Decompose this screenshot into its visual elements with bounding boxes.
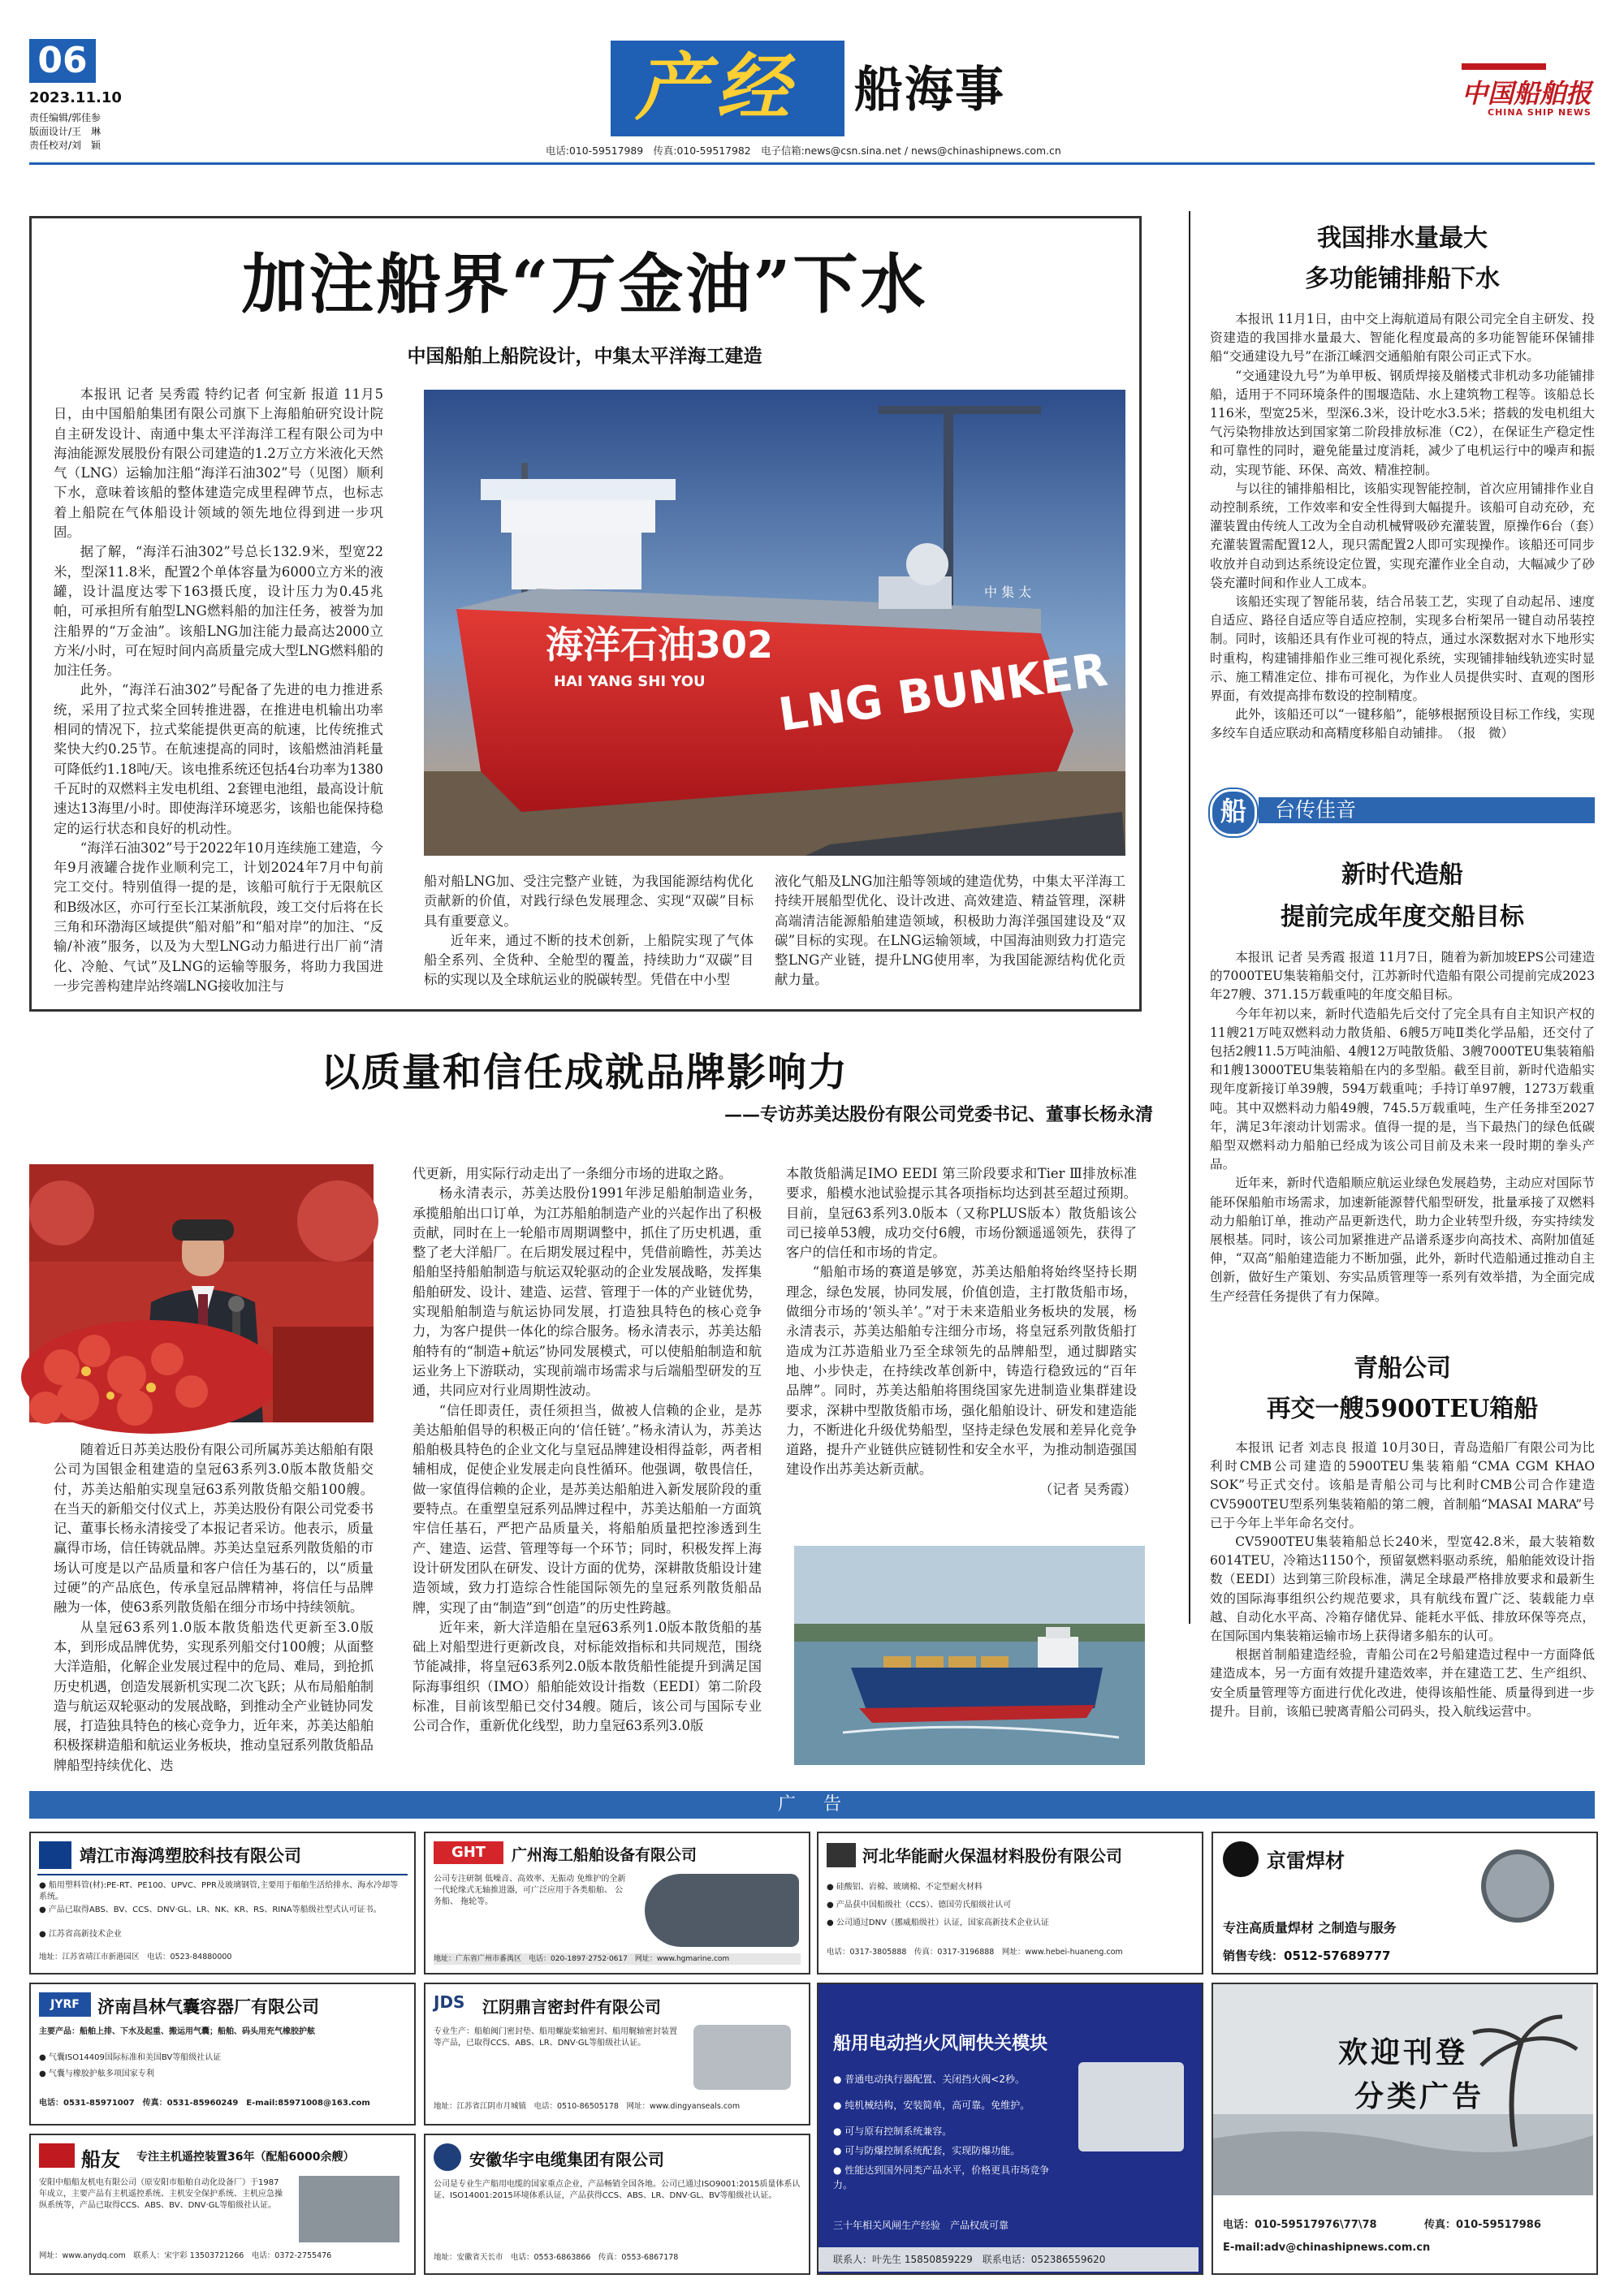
ad-chuanyou-subtitle: 专注主机遥控装置36年（配船6000余艘） <box>136 2151 355 2164</box>
sidebar1-p4: 该船还实现了智能吊装，结合吊装工艺，实现了自动起吊、速度自适应、路径自适应等自适应控制，实现多台桁架吊一键自动吊装控制。同时，该船还具有作业可视的特点，通过水深数据对水下地形实时重构，构建铺排船作业三维可视化系统，实现铺排轴线轨迹实时显示、施工精准定位、排布可视化，为作业人员提供实时、直观的图形界面，有效提高排布数设的控制精度。 <box>1210 594 1595 704</box>
ad-damper-footer: 三十年相关风闸生产经验 产品权成可靠 <box>833 2220 1009 2231</box>
article1-photo-lng-ship <box>424 390 1125 856</box>
article2-col2-p1: 代更新，用实际行动走出了一条细分市场的进取之路。 <box>412 1166 732 1181</box>
ad-changlin <box>29 1983 416 2126</box>
ad-jinglei-title: 京雷焊材 <box>1267 1849 1345 1872</box>
ad-chuanyou-panel-icon <box>299 2176 400 2242</box>
ad-jinglei-slogan: 专注高质量焊材 之制造与服务 <box>1223 1920 1397 1936</box>
article2-col3-p2: “船舶市场的赛道是够宽，苏美达船舶将始终坚持长期理念，绿色发展，协同发展，价值创造，主打散货船市场，做细分市场的‘领头羊’。”对于未来造船业务板块的发展，杨永清表示，苏美达船舶专注细分市场，将皇冠系列散货船打造成为江苏造船业乃至全球领先的品牌船型，通过脚踏实地、小步快走，在持续改革创新中，铸造行稳致远的“百年品牌”。同时，苏美达船舶将围绕国家先进制造业集群建设要求，深耕中型散货船市场，强化船舶设计、研发和建造能力，不断进化升级优势船型，坚持走绿色发展和差异化竞争道路，提升产业链供应链韧性和安全水平，为推动制造强国建设作出苏美达新贡献。 <box>786 1264 1137 1478</box>
ad-jinglei-logo-icon <box>1223 1841 1259 1877</box>
section-logo: 产经 <box>635 45 797 131</box>
ad-haigong-thruster-icon <box>645 1874 799 1947</box>
ad-damper-line1: ● 普通电动执行器配置、关闭挡火阀<2秒。 <box>833 2074 1025 2085</box>
column-banner <box>1210 794 1595 826</box>
ad-changlin-line3: ● 气囊与橡胶护舷多项国家专利 <box>39 2069 154 2078</box>
ad-haihong-line3: ● 江苏省高新技术企业 <box>39 1930 122 1939</box>
sidebar2-title-line1: 新时代造船 <box>1341 861 1463 889</box>
ad-damper-product-icon <box>1078 2062 1184 2151</box>
ad-dingyan-logo-icon: JDS <box>434 1992 465 2012</box>
article1-subtitle: 中国船舶上船院设计，中集太平洋海工建造 <box>407 345 762 367</box>
ads-band: 广 告 <box>29 1791 1595 1819</box>
sidebar1-body <box>1210 310 1595 783</box>
ad-haihong-rule <box>37 1874 408 1875</box>
editor-line-3: 责任校对/刘 颖 <box>29 140 102 151</box>
article2-col2-p3: “信任即责任，责任须担当，做被人信赖的企业，是苏美达船舶倡导的积极正向的‘信任链’。”杨永清认为，苏美达船舶极具特色的企业文化与皇冠品牌建设相得益彰，两者相辅相成，促使企业发展走向良性循环。他强调，敬畏信任，做一家值得信赖的企业，是苏美达船舶进入新发展阶段的重要特点。在重塑皇冠系列品牌过程中，苏美达船舶一方面筑牢信任基石，严把产品质量关，将船舶质量把控渗透到生产、建造、运营、管理等每一个环节；同时，积极发挥上海设计研发团队在研发、设计方面的优势，深耕散货船设计建造领域，致力打造综合性能国际领先的皇冠系列散货船品牌，实现了由“制造”到“创造”的历史性跨越。 <box>412 1402 762 1616</box>
paper-name: 中国船舶报 <box>1462 78 1592 109</box>
editor-line-2: 版面设计/王 琳 <box>29 126 102 137</box>
ad-haihong <box>29 1832 416 1974</box>
ad-chuanyou-logo-icon <box>39 2143 75 2168</box>
sidebar2-body <box>1210 948 1595 1325</box>
ad-chuanyou <box>29 2134 416 2275</box>
contact-line: 电话:010-59517989 传真:010-59517982 电子信箱:news@csn.sina.net / news@chinashipnews.com.cn <box>546 145 1061 157</box>
article2-col2-p2: 杨永清表示，苏美达股份1991年涉足船舶制造业务，承揽船舶出口订单，为江苏船舶制造产业的兴起作出了积极贡献，同时在上一轮船市周期调整中，抓住了历史机遇，重整了老大洋船厂。在后期发展过程中，凭借前瞻性，苏美达船舶坚持船舶制造与航运双轮驱动的企业发展战略，发挥集船舶研发、设计、建造、运营、管理于一体的产业链优势，实现船舶制造与航运协同发展，打造独具特色的核心竞争力，为客户提供一体化的综合服务。杨永清表示，苏美达船舶特有的“制造+航运”协同发展模式，可以使船舶制造和航运业务上下游联动，实现前端市场需求与后端船型研发的互通，共同应对行业周期性波动。 <box>412 1185 762 1399</box>
sidebar2-p1: 本报讯 记者 吴秀霞 报道 11月7日，随着为新加坡EPS公司建造的7000TEU集装箱船交付，江苏新时代造船有限公司提前完成2023年27艘、371.15万载重吨的年度交船目标。 <box>1210 950 1595 1003</box>
article2-p1: 随着近日苏美达股份有限公司所属苏美达船舶有限公司为国银金租建造的皇冠63系列3.0版本散货船交付，苏美达船舶实现皇冠63系列散货船交船100艘。在当天的新船交付仪式上，苏美达股份有限公司党委书记、董事长杨永清接受了本报记者采访。他表示，质量赢得市场，信任铸就品牌。苏美达皇冠系列散货船的市场认可度是以产品质量和客户信任为基石的，以“质量过硬”的产品底色，传承皇冠品牌精神，将信任与品牌融为一体，使63系列散货船在细分市场中持续领航。 <box>54 1442 374 1616</box>
ad-haigong-contact: 地址：广东省广州市番禺区 电话：020-1897·2752·0617 网址：www.hgmarine.com <box>434 1953 801 1965</box>
article2-photo-portrait <box>29 1164 374 1422</box>
issue-date: 2023.11.10 <box>29 89 122 106</box>
article1-p3: 此外，“海洋石油302”号配备了先进的电力推进系统，采用了拉式桨全回转推进器，在推进电机输出功率相同的情况下，拉式桨能提供更高的航速，比传统推式桨快大约0.25节。在航速提高的同时，该船燃油消耗量可降低约1.18吨/天。该电推系统还包括4台功率为1380千瓦时的双燃料主发电机组、2套锂电池组，最高设计航速达13海里/小时。即使海洋环境恶劣，该船也能保持稳定的运行状态和良好的机动性。 <box>54 682 383 836</box>
ad-chuanyou-line1: 安阳中船船友机电有限公司（原安阳市船舶自动化设备厂）于1987年成立，主要产品有主机遥控系统、主机安全保护系统、主机应急操纵系统等，产品已取得CCS、ABS、BV、DNV·GL等船级社认证。 <box>39 2178 283 2210</box>
article1-title: 加注船界“万金油”下水 <box>241 246 928 322</box>
ad-huaneng-logo-icon <box>827 1843 856 1867</box>
article2-p2: 从皇冠63系列1.0版本散货船迭代更新至3.0版本，到形成品牌优势，实现系列船交付100艘；从面整大洋造船，化解企业发展过程中的危局、难局，到抢抓历史机遇，创造发展新机实现二次飞跃；从布局船舶制造与航运双轮驱动的发展战略，到推动全产业链协同发展，打造独具特色的核心竞争力，近年来，苏美达船舶积极探耕造船和航运业务板块，推动皇冠系列散货船品牌船型持续优化、迭 <box>54 1619 374 1773</box>
lng-ship-illustration <box>424 390 1125 856</box>
sidebar3-p1: 本报讯 记者 刘志良 报道 10月30日，青岛造船厂有限公司为比利时CMB公司建造的5900TEU集装箱船“CMA CGM KHAO SOK”号正式交付。该船是青船公司与比利时CMB公司合作建造CV5900TEU型系列集装箱船的第二艘，首制船“MASAI MARA”号已于今年上半年命名交付。 <box>1210 1440 1595 1530</box>
ad-huaneng-contact: 电话：0317-3805888 传真：0317-3196888 网址：www.hebei-huaneng.com <box>827 1948 1123 1957</box>
ad-damper-line4: ● 可与防爆控制系统配套，实现防爆功能。 <box>833 2145 1021 2156</box>
ad-changlin-line2: ● 气囊ISO14409国际标准和美国BV等船级社认证 <box>39 2053 222 2062</box>
ad-classified-email: E-mail:adv@chinashipnews.com.cn <box>1223 2242 1431 2254</box>
bulk-carrier-illustration <box>794 1546 1145 1765</box>
sidebar2-title-line2: 提前完成年度交船目标 <box>1281 903 1524 931</box>
ad-huayu <box>424 2134 810 2275</box>
section-name: 船海事 <box>854 62 1005 119</box>
ad-huaneng-line1: ● 硅酸铝、岩棉、玻璃棉、不定型耐火材料 <box>827 1883 983 1892</box>
ad-huaneng-line2: ● 产品获中国船级社（CCS）、德国劳氏船级社认可 <box>827 1901 1012 1910</box>
ad-huaneng-line3: ● 公司通过DNV（挪威船级社）认证，国家高新技术企业认证 <box>827 1918 1049 1927</box>
article2-col3-p1: 本散货船满足IMO EEDI 第三阶段要求和Tier Ⅲ排放标准要求，船模水池试验提示其各项指标均达到甚至超过预期。目前，皇冠63系列3.0版本（又称PLUS版本）散货船该公司已接单53艘，成功交付6艘，市场份额遥遥领先，获得了客户的信任和市场的肯定。 <box>786 1166 1137 1261</box>
ad-changlin-logo-icon: JYRF <box>39 1992 91 2017</box>
sidebar3-p2: CV5900TEU集装箱船总长240米，型宽42.8米，最大装箱数6014TEU，冷箱达1150个，预留氨燃料驱动系统，船舶能效设计指数（EEDI）达到第三阶段标准，满足全球最严格排放要求和最新生效的国际海事组织公约规范要求，具有航线布置广泛、装载能力卓越、自动化水平高、冷箱存储优异、能耗水平低、排放环保等亮点，在国际国内集装箱运输市场上获得诸多船东的认可。 <box>1210 1534 1595 1644</box>
ad-damper-title: 船用电动挡火风闸快关模块 <box>833 2034 1048 2054</box>
ad-dingyan-line1: 专业生产：船舶阀门密封垫、船用螺旋桨轴密封、船用艉轴密封装置等产品，已取得CCS、ABS、LR、DNV·GL等船级社认证。 <box>434 2027 677 2048</box>
ad-huaneng-title: 河北华能耐火保温材料股份有限公司 <box>862 1846 1122 1866</box>
editor-line-1: 责任编辑/郭佳参 <box>29 112 102 123</box>
ad-haigong-logo-icon: GHT <box>434 1841 503 1864</box>
article1-col1 <box>54 385 383 992</box>
article1-col3 <box>775 872 1125 997</box>
ad-haigong <box>424 1832 810 1974</box>
ad-dingyan-seal-icon <box>693 2025 791 2090</box>
ad-huayu-contact: 地址：安徽省天长市 电话：0553-6863866 传真：0553-6867178 <box>434 2253 679 2262</box>
sidebar1-title-line1: 我国排水量最大 <box>1317 224 1488 252</box>
ad-damper-line3: ● 可与原有控制系统兼容。 <box>833 2126 952 2137</box>
page-number-box: 06 <box>29 39 96 83</box>
ad-haihong-contact: 地址：江苏省靖江市新港园区 电话：0523-84880000 <box>39 1953 232 1962</box>
article2-col3 <box>786 1164 1137 1543</box>
article2-subtitle: ——专访苏美达股份有限公司党委书记、董事长杨永清 <box>723 1104 1153 1125</box>
article2-col3-p3: （记者 吴秀霞） <box>1039 1481 1137 1497</box>
article2-col2-p4: 近年来，新大洋造船在皇冠63系列1.0版本散货船的基础上对船型进行更新改良，对标能效指标和共同规范，围绕节能减排，将皇冠63系列2.0版本散货船性能提升到满足国际海事组织（IMO）船舶能效设计指数（EEDI）第二阶段标准，目前该型船已交付34艘。随后，该公司与国际专业公司合作，重新优化线型，助力皇冠63系列3.0版 <box>412 1619 762 1734</box>
ad-huaneng <box>817 1832 1203 1974</box>
banner-icon-char: 船 <box>1220 796 1246 826</box>
article2-col1 <box>54 1440 374 1773</box>
ad-haihong-logo-icon <box>39 1841 71 1869</box>
ad-dingyan-title: 江阴鼎言密封件有限公司 <box>482 1997 661 2017</box>
hull-name-en-text: HAI YANG SHI YOU <box>554 673 706 690</box>
ad-changlin-title: 济南昌林气囊容器厂有限公司 <box>97 1997 319 2017</box>
portrait-illustration <box>29 1164 374 1422</box>
column-divider <box>1189 211 1190 1624</box>
article2-col2 <box>412 1164 762 1762</box>
article1-p2: 据了解，“海洋石油302”号总长132.9米，型宽22米，型深11.8米，配置2个单体容量为6000立方米的液罐，设计温度达零下163摄氏度，设计压力为0.45兆帕，可承担所有舶型LNG燃料船的加注任务，被誉为加注船界的“万金油”。该船LNG加注能力最高达2000立方米/小时，可在短时间内高质量完成大型LNG燃料船的加注任务。 <box>54 544 383 679</box>
sidebar1-title-line2: 多功能铺排船下水 <box>1305 265 1500 293</box>
article2-photo-bulk-carrier <box>794 1546 1145 1765</box>
paper-name-en: CHINA SHIP NEWS <box>1488 107 1592 118</box>
sidebar3-body <box>1210 1439 1595 1773</box>
ad-haigong-title: 广州海工船舶设备有限公司 <box>512 1846 698 1864</box>
ad-huayu-title: 安徽华宇电缆集团有限公司 <box>469 2150 664 2169</box>
sidebar1-p3: 与以往的铺排船相比，该船实现智能控制，首次应用铺排作业自动控制系统，工作效率和安全性得到大幅提升。该船可自动充砂，充灌装置由传统人工改为全自动机械臂吸砂充灌装置，原操作6台（套）充灌装置需配置12人，现只需配置2人即可实现操作。该船还可同步收放并自动到达系统设定位置，实现充灌作业全自动，大幅减少了砂袋充灌时间和作业人工成本。 <box>1210 481 1595 590</box>
ad-classified-title-line2: 分类广告 <box>1354 2080 1484 2113</box>
article1-col2 <box>424 872 754 997</box>
sidebar1-p5: 此外，该船还可以“一键移船”，能够根据预设目标工作线，实现多绞车自适应联动和高精度移船自动铺排。 （报 微） <box>1210 707 1595 741</box>
ad-haihong-line1: ● 船用塑料管(材):PE-RT、PE100、UPVC、PPR及玻璃钢管,主要用于船舶生活给排水、海水冷却等系统。 <box>39 1881 399 1901</box>
paper-logo-mark <box>1462 63 1546 70</box>
article1-col2-p1: 船对船LNG加、受注完整产业链，为我国能源结构优化贡献新的价值，对践行绿色发展理念、实现“双碳”目标具有重要意义。 <box>424 874 754 929</box>
hull-logo-text: 中 集 太 <box>984 585 1032 600</box>
ad-dingyan <box>424 1983 810 2126</box>
banner-label: 台传佳音 <box>1275 798 1357 822</box>
ad-damper-contact: 联系人：叶先生 15850859229 联系电话：052386559620 <box>818 2247 1199 2272</box>
sidebar3-title-line1: 青船公司 <box>1354 1354 1451 1383</box>
article1-col2-p2: 近年来，通过不断的技术创新，上船院实现了气体船全系列、全货种、全舱型的覆盖，持续助力“双碳”目标的实现以及全球航运业的脱碳转型。凭借在中小型 <box>424 932 754 988</box>
masthead-rule <box>29 162 1595 165</box>
ad-damper <box>817 1983 1203 2275</box>
sidebar3-p3: 根据首制船建造经验，青船公司在2号船建造过程中一方面降低建造成本，另一方面有效提升建造效率，并在建造工艺、生产组织、安全质量管理等方面进行优化改进，使得该船性能、质量得到进一步提升。目前，该船已驶离青船公司码头，投入航线运营中。 <box>1210 1647 1595 1719</box>
ad-damper-line5: ● 性能达到国外同类产品水平，价格更具市场竞争力。 <box>833 2164 1050 2190</box>
sidebar3-title-line2: 再交一艘5900TEU箱船 <box>1266 1395 1539 1423</box>
ad-haihong-title: 靖江市海鸿塑胶科技有限公司 <box>80 1846 301 1866</box>
ad-classified <box>1212 1983 1598 2275</box>
sidebar2-p2: 今年年初以来，新时代造船先后交付了完全具有自主知识产权的11艘21万吨双燃料动力散货船、6艘5万吨Ⅱ类化学品船，还交付了包括2艘11.5万吨油船、4艘12万吨散货船、3艘7000TEU集装箱船和1艘13000TEU集装箱船在内的多型船。截至目前，新时代造船实现年度新接订单39艘，594万载重吨；手持订单97艘，1273万载重吨。其中双燃料动力船49艘，745.5万载重吨，生产任务排至2027年，满足3年滚动计划需求。值得一提的是，当下最热门的绿色低碳船型双燃料动力船舶已经成为该公司目前及未来一段时期的拳头产品。 <box>1210 1006 1595 1172</box>
hull-side-text: LNG BUNKER <box>775 643 1111 742</box>
article1-p4: “海洋石油302”号于2022年10月连续施工建造，今年9月液罐合拢作业顺利完工，计划2024年7月中旬前完工交付。特别值得一提的是，该船可航行于无限航区和B级冰区，亦可行至长江某浙航段，竣工交付后将在长三角和环渤海区域提供“船对船”和“船对岸”的加注、“反输/补液”服务，以及为大型LNG动力船进行出厂前“清化、冷舱、气试”及LNG的运输等服务，将助力我国进一步完善构建岸站终端LNG接收加注与 <box>54 839 383 994</box>
ad-chuanyou-title: 船友 <box>81 2148 120 2171</box>
ad-haihong-line2: ● 产品已取得ABS、BV、CCS、DNV·GL、LR、NK、KR、RS、RINA等船级社型式认可证书。 <box>39 1905 382 1914</box>
ad-huayu-logo-icon <box>434 2143 461 2171</box>
ad-jinglei-phone: 销售专线：0512-57689777 <box>1223 1949 1391 1963</box>
ad-classified-phone: 电话：010-59517976\77\78 <box>1223 2219 1377 2231</box>
ad-jinglei-reel-icon <box>1481 1849 1554 1923</box>
sidebar1-p2: “交通建设九号”为单甲板、钢质焊接及艏楼式非机动多功能铺排船，适用于不同环境条件的围堰造陆、水上建筑物工程等。该船总长116米，型宽25米，型深6.3米，设计吃水3.5米；搭载的发电机组大气污染物排放达到国家第二阶段排放标准（C2），在保证生产稳定性和可靠性的同时，避免能量过度消耗，减少了电机运行中的噪声和振动，实现节能、环保、高效、精准控制。 <box>1210 368 1595 477</box>
ad-classified-title-line1: 欢迎刊登 <box>1337 2036 1468 2069</box>
article1-col3-p1: 液化气船及LNG加注船等领域的建造优势，中集太平洋海工持续开展船型优化、设计改进、高效建造、精益管理，深耕高端清洁能源船舶建造领域，积极助力海洋强国建设及“双碳”目标的实现。在LNG运输领域，中国海油则致力打造完整LNG产业链，提升LNG使用率，为我国能源结构优化贡献力量。 <box>775 874 1125 988</box>
ad-classified-fax: 传真：010-59517986 <box>1424 2219 1541 2231</box>
ad-jinglei <box>1212 1832 1598 1974</box>
article1-p1: 本报讯 记者 吴秀霞 特约记者 何宝新 报道 11月5日，由中国船舶集团有限公司旗下上海船舶研究设计院自主研发设计、南通中集太平洋海洋工程有限公司为中海油能源发展股份有限公司建造的1.2万立方米液化天然气（LNG）运输加注船“海洋石油302”号（见图）顺利下水，意味着该船的整体建造完成里程碑节点，也标志着上船院在气体船设计领域的领先地位得到进一步巩固。 <box>54 386 383 541</box>
article2-title: 以质量和信任成就品牌影响力 <box>320 1050 849 1095</box>
ad-huayu-line1: 公司是专业生产船用电缆的国家重点企业，产品畅销全国各地。公司已通过ISO9001:2015质量体系认证、ISO14001:2015环境体系认证，产品获得CCS、ABS、LR、DNV·GL、BV等船级社认证。 <box>434 2180 801 2200</box>
sidebar1-p1: 本报讯 11月1日，由中交上海航道局有限公司完全自主研发、投资建造的我国排水量最大、智能化程度最高的多功能智能环保铺排船“交通建设九号”在浙江嵊泗交通船舶有限公司正式下水。 <box>1210 312 1595 365</box>
ad-changlin-contact: 电话：0531-85971007 传真：0531-85960249 E-mail:85971008@163.com <box>39 2099 370 2108</box>
ad-dingyan-contact: 地址：江苏省江阴市月城镇 电话：0510-86505178 网址：www.dingyanseals.com <box>434 2102 741 2111</box>
section-logo-box <box>611 41 844 136</box>
hull-name-text: 海洋石油302 <box>546 623 774 667</box>
ad-haigong-line1: 公司专注研制 低噪音、高效率、无振动 免维护的全新一代轮缘式无轴推进器，可广泛应用于各类船舶、 公务船、 拖轮等。 <box>434 1875 626 1906</box>
ad-changlin-line1: 主要产品：船舶上排、下水及起重、搬运用气囊；船舶、码头用充气橡胶护舷 <box>39 2027 315 2036</box>
sidebar2-p3: 近年来，新时代造船顺应航运业绿色发展趋势，主动应对国际节能环保船舶市场需求，加速新能源替代船型研发，批量承接了双燃料动力船舶订单，推动产品更新迭代，助力企业转型升级，夯实持续发展根基。同时，该公司加紧推进产品谱系逐步向高技术、高附加值延伸，“双高”船舶建造能力不断加强，此外，新时代造船通过推动自主创新，做好生产策划、夯实品质管理等一系列有效举措，为全面完成生产经营任务提供了有力保障。 <box>1210 1176 1595 1304</box>
ad-chuanyou-contact: 网址：www.anydq.com 联系人：宋宇彩 13503721266 电话：0372-2755476 <box>39 2251 332 2260</box>
ad-damper-line2: ● 纯机械结构，安装简单，高可靠。免维护。 <box>833 2100 1030 2111</box>
